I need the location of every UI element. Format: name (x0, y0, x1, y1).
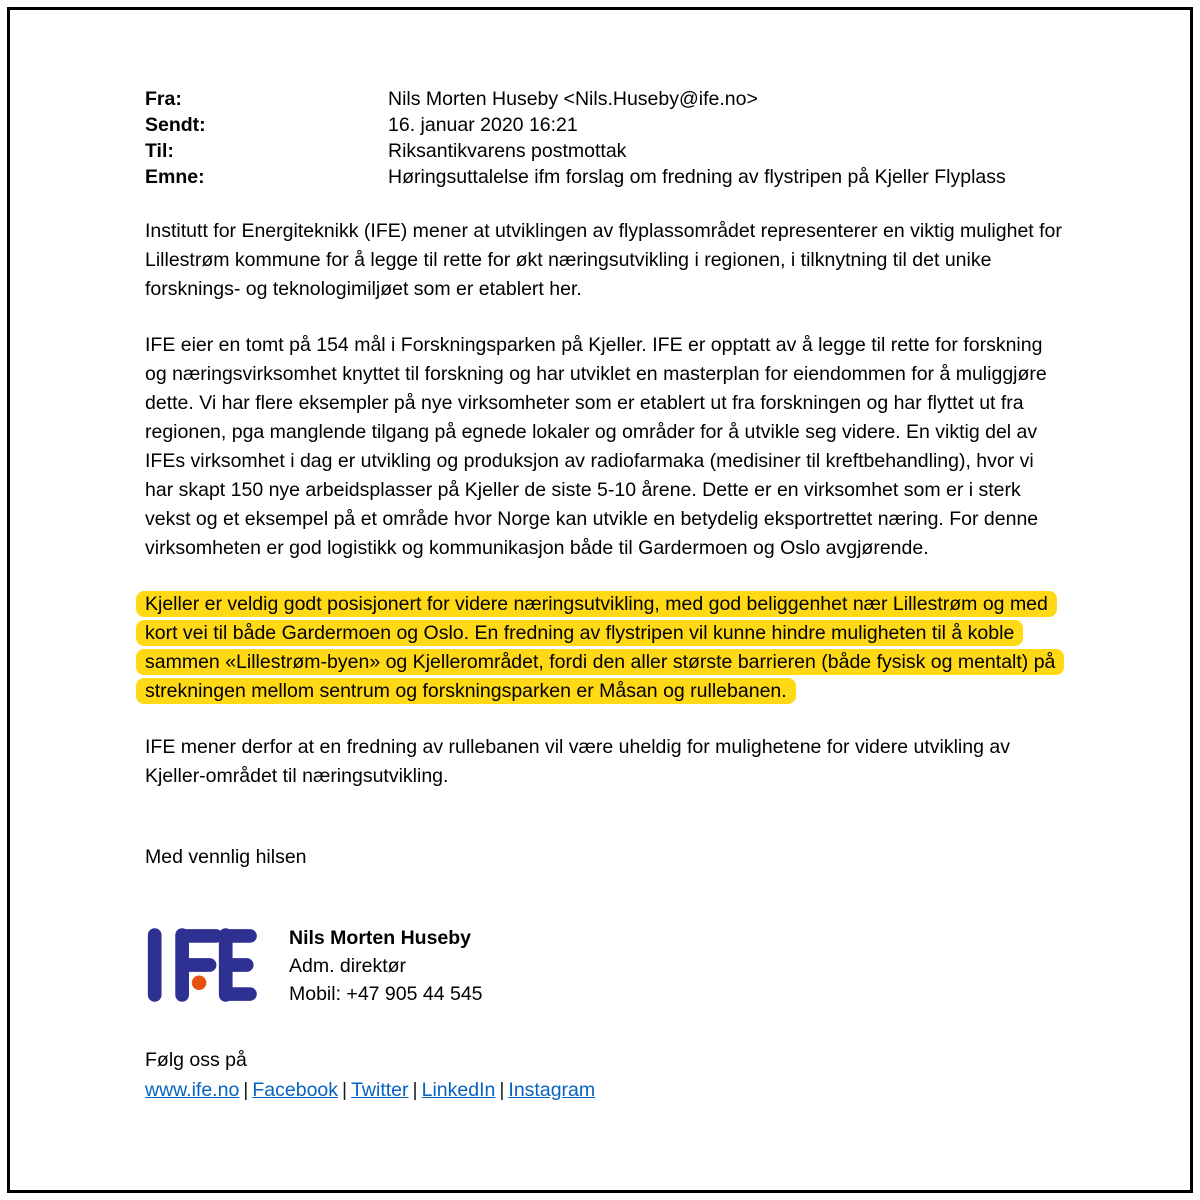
link-website[interactable]: www.ife.no (145, 1079, 240, 1101)
body-paragraph-closing: IFE mener derfor at en fredning av rullebanen vil være uheldig for mulighetene for videre utvikling av Kjeller-området til næringsutvikling. (145, 736, 1010, 787)
email-header (145, 86, 1065, 190)
signature-text (289, 922, 483, 1008)
header-value-sendt: 16. januar 2020 16:21 (388, 114, 578, 136)
body-paragraph-1: Institutt for Energiteknikk (IFE) mener at utviklingen av flyplassområdet representerer en viktig mulighet for Lillestrøm kommune for å legge til rette for økt næringsutvikling i regionen, i tilknytning til det unike forsknings- og teknologimiljøet som er etablert her. (145, 220, 1062, 300)
header-value-til: Riksantikvarens postmottak (388, 140, 627, 162)
header-row-emne (145, 164, 1065, 190)
link-facebook[interactable]: Facebook (252, 1079, 339, 1101)
link-separator: | (243, 1079, 249, 1101)
email-document (145, 86, 1065, 1105)
link-separator: | (342, 1079, 348, 1101)
header-value-fra: Nils Morten Huseby <Nils.Huseby@ife.no> (388, 88, 758, 110)
header-label-emne: Emne: (145, 166, 205, 188)
body-paragraph-2: IFE eier en tomt på 154 mål i Forskningsparken på Kjeller. IFE er opptatt av å legge til rette for forskning og næringsvirksomhet knyttet til forskning og har utviklet en masterplan for eiendommen for å muliggjøre dette. Vi har flere eksempler på nye virksomheter som er etablert ut fra forskningen og har flyttet ut fra regionen, pga manglende tilgang på egnede lokaler og områder for å utvikle seg videre. En viktig del av IFEs virksomhet i dag er utvikling og produksjon av radiofarmaka (medisiner til kreftbehandling), hvor vi har skapt 150 nye arbeidsplasser på Kjeller de siste 5-10 årene. Dette er en virksomhet som er i sterk vekst og et eksempel på et område hvor Norge kan utvikle en betydelig eksportrettet næring. For denne virksomheten er god logistikk og kommunikasjon både til Gardermoen og Oslo avgjørende. (145, 334, 1047, 559)
link-twitter[interactable]: Twitter (351, 1079, 409, 1101)
link-separator: | (499, 1079, 505, 1101)
signoff-text: Med vennlig hilsen (145, 846, 307, 868)
signature-title: Adm. direktør (289, 955, 407, 977)
header-label-til: Til: (145, 140, 174, 162)
link-instagram[interactable]: Instagram (508, 1079, 596, 1101)
header-label-sendt: Sendt: (145, 114, 206, 136)
body-paragraph-highlighted (145, 590, 1065, 706)
ife-logo-icon (145, 922, 258, 1008)
signature-mobile: Mobil: +47 905 44 545 (289, 983, 483, 1005)
signature-name: Nils Morten Huseby (289, 927, 472, 949)
follow-label: Følg oss på (145, 1049, 247, 1071)
header-row-fra (145, 86, 1065, 112)
header-row-til (145, 138, 1065, 164)
header-row-sendt (145, 112, 1065, 138)
social-links (145, 1075, 1065, 1105)
link-separator: | (412, 1079, 418, 1101)
header-value-emne: Høringsuttalelse ifm forslag om fredning av flystripen på Kjeller Flyplass (388, 166, 1006, 188)
highlighted-text: Kjeller er veldig godt posisjonert for videre næringsutvikling, med god beliggenhet nær Lillestrøm og med kort vei til både Gardermoen og Oslo. En fredning av flystripen vil kunne hindre muligheten til å koble sammen «Lillestrøm-byen» og Kjellerområdet, fordi den aller største barrieren (både fysisk og mentalt) på strekningen mellom sentrum og forskningsparken er Måsan og rullebanen. (136, 591, 1064, 704)
signature-block (145, 922, 1065, 1008)
header-label-fra: Fra: (145, 88, 182, 110)
link-linkedin[interactable]: LinkedIn (421, 1079, 496, 1101)
